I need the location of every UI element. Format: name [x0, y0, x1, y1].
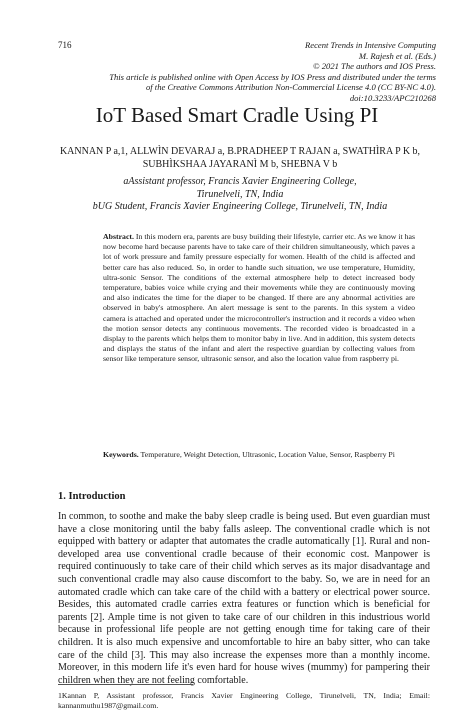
keywords [103, 450, 415, 460]
author-line: KANNAN P a,1, ALLWÌN DEVARAJ a, B.PRADHEEP T RAJAN a, SWATHÌRA P K b, [59, 146, 421, 157]
affiliations [40, 176, 440, 214]
introduction-paragraph: In common, to soothe and make the baby sleep cradle is being used. But even guardian must have a close monitoring until the baby falls asleep. The conventional cradle which is not equipped with battery or adapter that automates the cradle automatically [1]. Rural and non-developed area use conventional cradle because of their economic cost. Manpower is required continuously to take care of their child which serves as its major disadvantage and such conventional cradle may also cause discomfort to the baby. So, we are in need for an automated cradle which can take care of the child with a battery or electrical power source. Besides, this automated cradle carries extra features or function which is beneficial for parents [2]. Ample time is not given to take care of our children in this industrious world because in professional life people are not getting enough time for taking care of their children. It is also much expensive and uncomfortable to hire an baby sitter, who can take care of the child [3]. This may also increase the expenses more than a monthly income. Moreover, in this modern life it's even hard for house wives (mummy) for pampering their children when they are not feeling comfortable. [58, 511, 430, 686]
footnote-rule [58, 684, 193, 685]
abstract-text: In this modern era, parents are busy building their lifestyle, carrier etc. As we know it has now become hard because parents have to take care of their children simultaneously, which paves a lot of work pressure and family pressure especially for women. Health of the child is affected and better care has also reduced. So, in order to handle such situation, we use temperature, Humidity, ultra-sonic Sensor. The conditions of the external atmosphere help to detect increased body temperature, babies voice while crying and their movements while they are continuously moving and also indicates the time for the diaper to be changed. If there are any abnormal activities are observed in baby's atmosphere. An alert message is sent to the parents. In this system a video camera is attached and operated under the microcontroller's instruction and it records a video when the motion sensor detects any continuous movements. The recorded video is broadcasted in a display to the parents which helps them to monitor baby in live. And in addition, this system detects and displays the status of the infant and alert the respective guardian by collecting values from sensor like temperature sensor, ultrasonic sensor, and also the location value from raspberry pi. [103, 232, 416, 364]
author-list [40, 145, 440, 171]
footnote: 1Kannan P, Assistant professor, Francis Xavier Engineering College, Tirunelveli, TN, India; Email: kannanmuthu1987@gmail.com. [58, 691, 430, 710]
affiliation-a-line: Tirunelveli, TN, India [196, 188, 284, 200]
page-number: 716 [58, 40, 72, 50]
affiliation-a-line: aAssistant professor, Francis Xavier Engineering College, [123, 176, 357, 187]
paper-title: IoT Based Smart Cradle Using PI [95, 103, 379, 127]
affiliation-b-line: bUG Student, Francis Xavier Engineering College, Tirunelveli, TN, India [92, 201, 388, 212]
header-line: This article is published online with Open Access by IOS Press and distributed under the terms [109, 71, 436, 82]
header-line: of the Creative Commons Attribution Non-Commercial License 4.0 (CC BY-NC 4.0). [145, 82, 436, 93]
section-heading: 1. Introduction [58, 491, 126, 502]
publication-header [56, 40, 436, 104]
keywords-text: Temperature, Weight Detection, Ultrasonic, Location Value, Sensor, Raspberry Pi [140, 450, 395, 459]
header-line: © 2021 The authors and IOS Press. [313, 61, 436, 72]
abstract-label: Abstract. [103, 232, 134, 241]
header-line: Recent Trends in Intensive Computing [305, 40, 436, 50]
header-line: doi:10.3233/APC210268 [349, 92, 436, 103]
header-line: M. Rajesh et al. (Eds.) [358, 50, 436, 61]
abstract [103, 232, 415, 365]
author-line: SUBHÌKSHAA JAYARANÌ M b, SHEBNA V b [142, 159, 338, 170]
keywords-label: Keywords. [103, 450, 139, 459]
